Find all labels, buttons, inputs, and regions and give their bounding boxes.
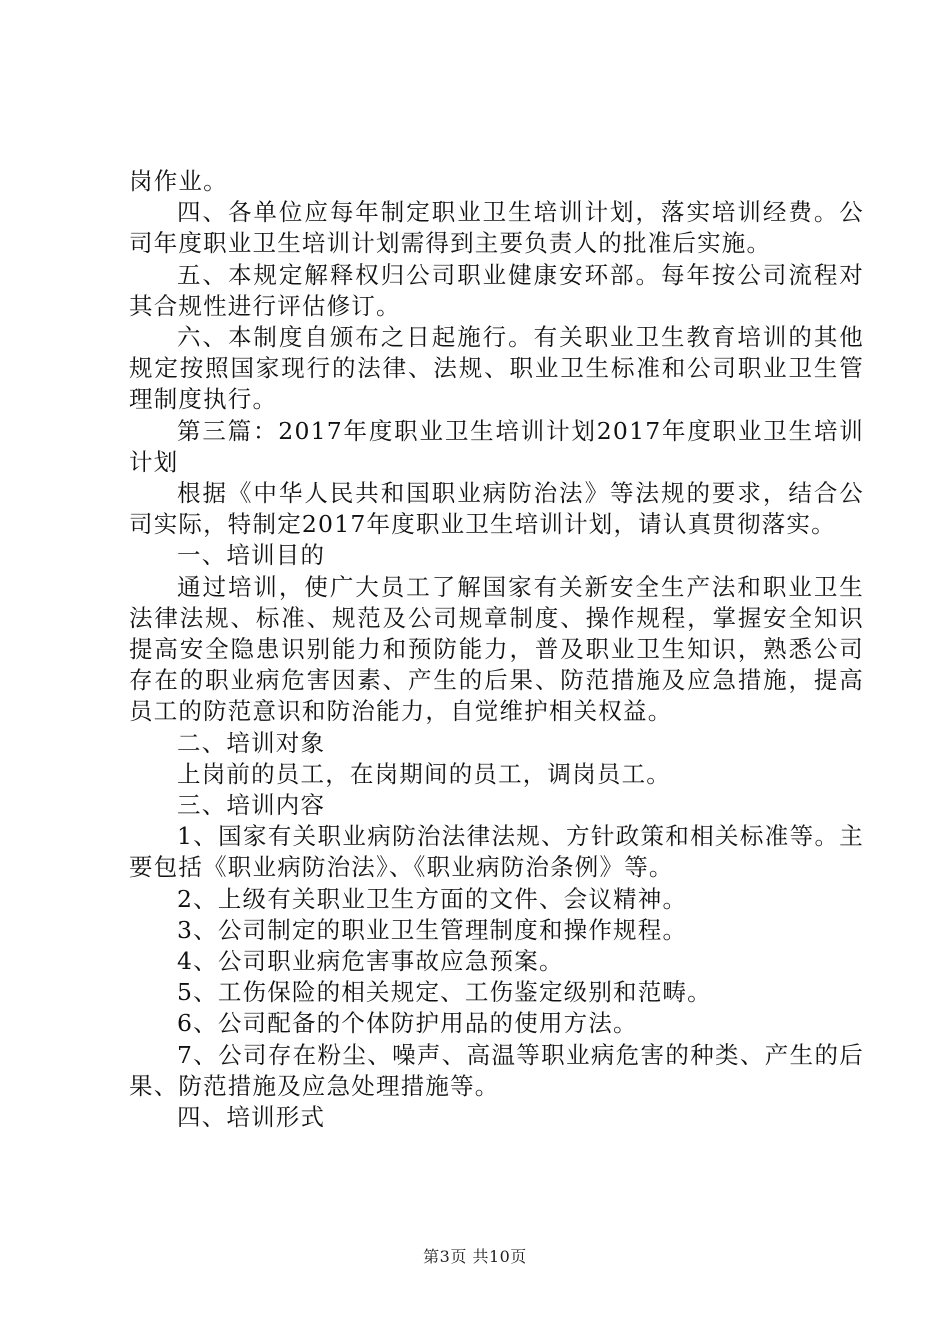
paragraph: 六、本制度自颁布之日起施行。有关职业卫生教育培训的其他规定按照国家现行的法律、法规、职业卫生标准和公司职业卫生管理制度执行。 (129, 323, 864, 414)
list-item: 1、国家有关职业病防治法律法规、方针政策和相关标准等。主要包括《职业病防治法》、《职业病防治条例》等。 (129, 822, 864, 882)
list-item: 5、工伤保险的相关规定、工伤鉴定级别和范畴。 (177, 978, 712, 1007)
subheading: 三、培训内容 (177, 791, 326, 820)
subheading: 四、培训形式 (177, 1103, 326, 1132)
list-item: 2、上级有关职业卫生方面的文件、会议精神。 (177, 884, 688, 913)
paragraph: 根据《中华人民共和国职业病防治法》等法规的要求，结合公司实际，特制定2017年度职业卫生培训计划，请认真贯彻落实。 (129, 479, 864, 539)
list-item: 4、公司职业病危害事故应急预案。 (177, 947, 564, 976)
paragraph: 通过培训，使广大员工了解国家有关新安全生产法和职业卫生法律法规、标准、规范及公司规章制度、操作规程，掌握安全知识提高安全隐患识别能力和预防能力，普及职业卫生知识，熟悉公司存在的职业病危害因素、产生的后果、防范措施及应急措施，提高员工的防范意识和防治能力，自觉维护相关权益。 (129, 572, 864, 726)
subheading: 二、培训对象 (177, 728, 326, 757)
list-item: 3、公司制定的职业卫生管理制度和操作规程。 (177, 915, 688, 944)
list-item: 7、公司存在粉尘、噪声、高温等职业病危害的种类、产生的后果、防范措施及应急处理措施等。 (129, 1040, 864, 1100)
paragraph: 五、本规定解释权归公司职业健康安环部。每年按公司流程对其合规性进行评估修订。 (129, 260, 864, 320)
list-item: 6、公司配备的个体防护用品的使用方法。 (177, 1009, 638, 1038)
paragraph: 四、各单位应每年制定职业卫生培训计划，落实培训经费。公司年度职业卫生培训计划需得到主要负责人的批准后实施。 (129, 198, 864, 258)
section-heading: 第三篇：2017年度职业卫生培训计划2017年度职业卫生培训计划 (129, 416, 864, 476)
document-body (129, 166, 864, 1133)
page-number-footer: 第3页 共10页 (423, 1247, 527, 1266)
paragraph: 岗作业。 (129, 167, 228, 195)
subheading: 一、培训目的 (177, 541, 326, 570)
paragraph: 上岗前的员工，在岗期间的员工，调岗员工。 (177, 759, 671, 788)
